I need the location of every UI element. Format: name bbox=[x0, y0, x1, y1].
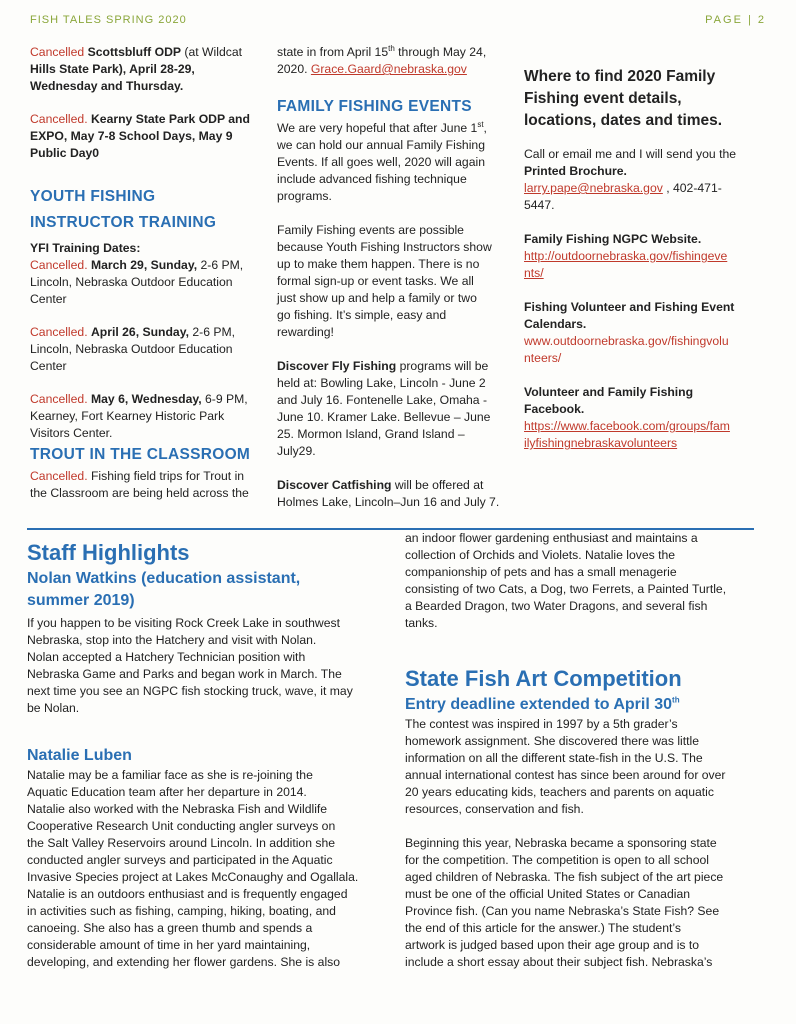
text-line: through May 24, bbox=[394, 45, 487, 59]
text-line: held at: Bowling Lake, Lincoln - June 2 bbox=[277, 376, 486, 390]
text-line: July29. bbox=[277, 444, 316, 458]
event-title: Scottsbluff ODP bbox=[87, 45, 182, 59]
text-line: annual international contest has since been around for over bbox=[405, 768, 726, 782]
event-time: 2-6 PM, bbox=[192, 325, 236, 339]
program-title: Discover Fly Fishing bbox=[277, 359, 397, 373]
website-info bbox=[524, 231, 764, 282]
yfi-may-item bbox=[30, 391, 275, 442]
family-fishing-heading: FAMILY FISHING EVENTS bbox=[277, 98, 472, 115]
text-line: Aquatic Education team after her departure in 2014. bbox=[27, 785, 307, 799]
natalie-heading: Natalie Luben bbox=[27, 747, 132, 764]
event-date: March 29, Sunday, bbox=[90, 258, 198, 272]
text-line: Natalie is an outdoors enthusiast and is frequently engaged bbox=[27, 887, 348, 901]
phone-number: , 402-471- bbox=[662, 181, 722, 195]
contact-continued bbox=[277, 44, 517, 78]
page-number: PAGE | 2 bbox=[705, 14, 766, 26]
status-cancelled: Cancelled. bbox=[30, 469, 88, 483]
text-line: a Bearded Dragon, two Water Dragons, and several fish bbox=[405, 599, 708, 613]
email-link-larry[interactable]: larry.pape@nebraska.gov bbox=[524, 181, 663, 195]
event-days: Wednesday and Thursday. bbox=[30, 79, 184, 93]
text-line: canoeing. She also has a green thumb and spends a bbox=[27, 921, 313, 935]
family-fishing-volunteers bbox=[277, 222, 517, 341]
text-line: Cooperative Research Unit conducting angler surveys on bbox=[27, 819, 336, 833]
newsletter-title: FISH TALES SPRING 2020 bbox=[30, 14, 187, 26]
text-line: next time you see an NGPC fish stocking truck, wave, it may bbox=[27, 684, 353, 698]
text-line: collection of Orchids and Violets. Natalie loves the bbox=[405, 548, 676, 562]
event-dates: EXPO, May 7-8 School Days, May 9 bbox=[30, 129, 233, 143]
event-dates: Hills State Park), April 28-29, bbox=[30, 62, 195, 76]
text-line: we can hold our annual Family Fishing bbox=[277, 138, 485, 152]
fly-fishing-programs bbox=[277, 358, 517, 460]
text-line: conducted angler surveys and participated in the Aquatic bbox=[27, 853, 333, 867]
heading-line: Fishing event details, bbox=[524, 90, 682, 107]
natalie-bio bbox=[27, 767, 397, 971]
scottsbluff-item bbox=[30, 44, 275, 95]
text-line: just show up and help a family or two bbox=[277, 291, 477, 305]
text-line: Natalie may be a familiar face as she is re-joining the bbox=[27, 768, 313, 782]
link-label: Facebook. bbox=[524, 402, 585, 416]
right-bottom-column bbox=[405, 530, 765, 971]
text-line: an indoor flower gardening enthusiast and maintains a bbox=[405, 531, 698, 545]
yfi-march-item bbox=[30, 257, 275, 308]
yfi-heading bbox=[30, 184, 275, 236]
text-line: go fishing. It’s simple, easy and bbox=[277, 308, 447, 322]
staff-highlights-heading: Staff Highlights bbox=[27, 540, 190, 565]
catfishing-programs bbox=[277, 477, 517, 511]
text-line: If you happen to be visiting Rock Creek Lake in southwest bbox=[27, 616, 340, 630]
yfi-dates-label: YFI Training Dates: bbox=[30, 241, 141, 255]
event-location: Lincoln, Nebraska Outdoor Education bbox=[30, 342, 233, 356]
text-line: June 10. Kramer Lake. Bellevue – June bbox=[277, 410, 491, 424]
text-line: in activities such as fishing, camping, hiking, boating, and bbox=[27, 904, 336, 918]
text-line: the Salt Valley Reservoirs around Lincoln. In addition she bbox=[27, 836, 336, 850]
event-time: 2-6 PM, bbox=[200, 258, 244, 272]
brochure-info bbox=[524, 146, 764, 214]
text-line: because Youth Fishing Instructors show bbox=[277, 240, 492, 254]
text-line: include advanced fishing technique bbox=[277, 172, 467, 186]
text-line: must be one of the official United States or Canadian bbox=[405, 887, 691, 901]
text-line: 2020. bbox=[277, 62, 308, 76]
facebook-info bbox=[524, 384, 764, 452]
heading-line: INSTRUCTOR TRAINING bbox=[30, 214, 217, 231]
column-resources bbox=[524, 66, 764, 452]
event-title: Kearny State Park ODP and bbox=[90, 112, 250, 126]
nolan-heading bbox=[27, 568, 397, 612]
text-line: Fishing field trips for Trout in bbox=[90, 469, 245, 483]
staff-highlights-section bbox=[27, 538, 397, 971]
status-cancelled: Cancelled. bbox=[30, 392, 88, 406]
link-label: Family Fishing NGPC Website. bbox=[524, 232, 702, 246]
text-line: and July 16. Fontenelle Lake, Omaha - bbox=[277, 393, 488, 407]
text-line: Holmes Lake, Lincoln–Jun 16 and July 7. bbox=[277, 495, 500, 509]
text-line: Nebraska Game and Parks and began work in March. The bbox=[27, 667, 342, 681]
text-line: include a short essay about their subject fish. Nebraska’s bbox=[405, 955, 713, 969]
heading-line: YOUTH FISHING bbox=[30, 188, 156, 205]
family-fishing-intro bbox=[277, 120, 517, 205]
text-line: be Nolan. bbox=[27, 701, 80, 715]
text-line: programs will be bbox=[396, 359, 489, 373]
calendar-link[interactable]: www.outdoornebraska.gov/fishingvolu bbox=[524, 334, 729, 348]
heading-line: Where to find 2020 Family bbox=[524, 68, 716, 85]
event-location: Visitors Center. bbox=[30, 426, 113, 440]
text-line: , bbox=[483, 121, 487, 135]
fish-art-heading: State Fish Art Competition bbox=[405, 666, 682, 691]
program-title: Discover Catfishing bbox=[277, 478, 392, 492]
event-location: (at Wildcat bbox=[184, 45, 242, 59]
text-line: for the competition. The competition is open to all school bbox=[405, 853, 709, 867]
text-line: programs. bbox=[277, 189, 332, 203]
fish-art-details bbox=[405, 835, 765, 971]
column-events-left bbox=[30, 44, 275, 502]
text-line: Events. If all goes well, 2020 will again bbox=[277, 155, 485, 169]
calendars-info bbox=[524, 299, 764, 367]
text-line: Province fish. (Can you name Nebraska’s State Fish? See bbox=[405, 904, 720, 918]
kearny-item bbox=[30, 111, 275, 162]
facebook-link[interactable]: ilyfishingnebraskavolunteers bbox=[524, 436, 678, 450]
text-line: artwork is judged based upon their age group and is to bbox=[405, 938, 700, 952]
fish-art-history bbox=[405, 716, 765, 818]
text-line: developing, and extending her flower gardens. She is also bbox=[27, 955, 341, 969]
text-line: Nolan accepted a Hatchery Technician position with bbox=[27, 650, 306, 664]
superscript: th bbox=[388, 43, 395, 53]
superscript: st bbox=[477, 119, 484, 129]
status-cancelled: Cancelled. bbox=[30, 112, 88, 126]
brochure-label: Printed Brochure. bbox=[524, 164, 627, 178]
text-line: considerable amount of time in her yard maintaining, bbox=[27, 938, 311, 952]
text-line: Invasive Species project at Lakes McConaughy and Ogallala. bbox=[27, 870, 359, 884]
event-location: Center bbox=[30, 359, 67, 373]
text-line: information on all the different state-fish in the U.S. The bbox=[405, 751, 703, 765]
heading-line: locations, dates and times. bbox=[524, 112, 723, 129]
text-line: The contest was inspired in 1997 by a 5th grader’s bbox=[405, 717, 678, 731]
trout-heading: TROUT IN THE CLASSROOM bbox=[30, 446, 251, 463]
text-line: the end of this article for the answer.) The student’s bbox=[405, 921, 681, 935]
event-location: Kearney, Fort Kearney Historic Park bbox=[30, 409, 225, 423]
text-line: tanks. bbox=[405, 616, 438, 630]
yfi-april-item bbox=[30, 324, 275, 375]
text-line: Nebraska, stop into the Hatchery and visit with Nolan. bbox=[27, 633, 317, 647]
website-link[interactable]: nts/ bbox=[524, 266, 544, 280]
text-line: resources, conservation and fish. bbox=[405, 802, 584, 816]
superscript: th bbox=[672, 695, 680, 705]
link-label: Volunteer and Family Fishing bbox=[524, 385, 694, 399]
event-date: April 26, Sunday, bbox=[90, 325, 189, 339]
event-time: 6-9 PM, bbox=[205, 392, 248, 406]
text-line: 25. Mormon Island, Grand Island – bbox=[277, 427, 465, 441]
phone-number: 5447. bbox=[524, 198, 555, 212]
text-line: rewarding! bbox=[277, 325, 334, 339]
event-date: May 6, Wednesday, bbox=[90, 392, 202, 406]
event-location: Lincoln, Nebraska Outdoor Education bbox=[30, 275, 233, 289]
text-line: aged children of Nebraska. The fish subject of the art piece bbox=[405, 870, 724, 884]
event-days: Public Day0 bbox=[30, 146, 100, 160]
text-line: 20 years educating kids, teachers and parents on aquatic bbox=[405, 785, 714, 799]
heading-line: Nolan Watkins (education assistant, bbox=[27, 570, 301, 587]
text-line: We are very hopeful that after June 1 bbox=[277, 121, 478, 135]
text-line: Family Fishing events are possible bbox=[277, 223, 464, 237]
text-line: companionship of pets and has a small menagerie bbox=[405, 565, 677, 579]
calendar-link[interactable]: nteers/ bbox=[524, 351, 562, 365]
text-line: formal sign-up or event tasks. We all bbox=[277, 274, 474, 288]
text-line: consisting of two Cats, a Dog, two Ferrets, a Painted Turtle, bbox=[405, 582, 727, 596]
text-line: Beginning this year, Nebraska became a sponsoring state bbox=[405, 836, 717, 850]
link-label: Fishing Volunteer and Fishing Event bbox=[524, 300, 735, 314]
text-line: Natalie also worked with the Nebraska Fish and Wildlife bbox=[27, 802, 328, 816]
website-link[interactable]: http://outdoornebraska.gov/fishingeve bbox=[524, 249, 728, 263]
text-line: the Classroom are being held across the bbox=[30, 486, 249, 500]
text-line: homework assignment. She discovered there was little bbox=[405, 734, 699, 748]
facebook-link[interactable]: https://www.facebook.com/groups/fam bbox=[524, 419, 730, 433]
text-line: will be offered at bbox=[391, 478, 484, 492]
status-cancelled: Cancelled. bbox=[30, 258, 88, 272]
fish-art-deadline bbox=[405, 694, 765, 716]
link-label: Calendars. bbox=[524, 317, 587, 331]
trout-item bbox=[30, 468, 275, 502]
text-line: Call or email me and I will send you the bbox=[524, 147, 737, 161]
status-cancelled: Cancelled bbox=[30, 45, 85, 59]
nolan-bio bbox=[27, 615, 397, 717]
deadline-text: Entry deadline extended to April 30 bbox=[405, 696, 673, 713]
natalie-bio-continued bbox=[405, 530, 765, 632]
heading-line: summer 2019) bbox=[27, 592, 135, 609]
email-link-grace[interactable]: Grace.Gaard@nebraska.gov bbox=[310, 62, 467, 76]
text-line: state in from April 15 bbox=[277, 45, 389, 59]
resources-heading bbox=[524, 66, 764, 132]
event-location: Center bbox=[30, 292, 67, 306]
column-events-middle bbox=[277, 44, 517, 511]
status-cancelled: Cancelled. bbox=[30, 325, 88, 339]
text-line: up to make them happen. There is no bbox=[277, 257, 480, 271]
